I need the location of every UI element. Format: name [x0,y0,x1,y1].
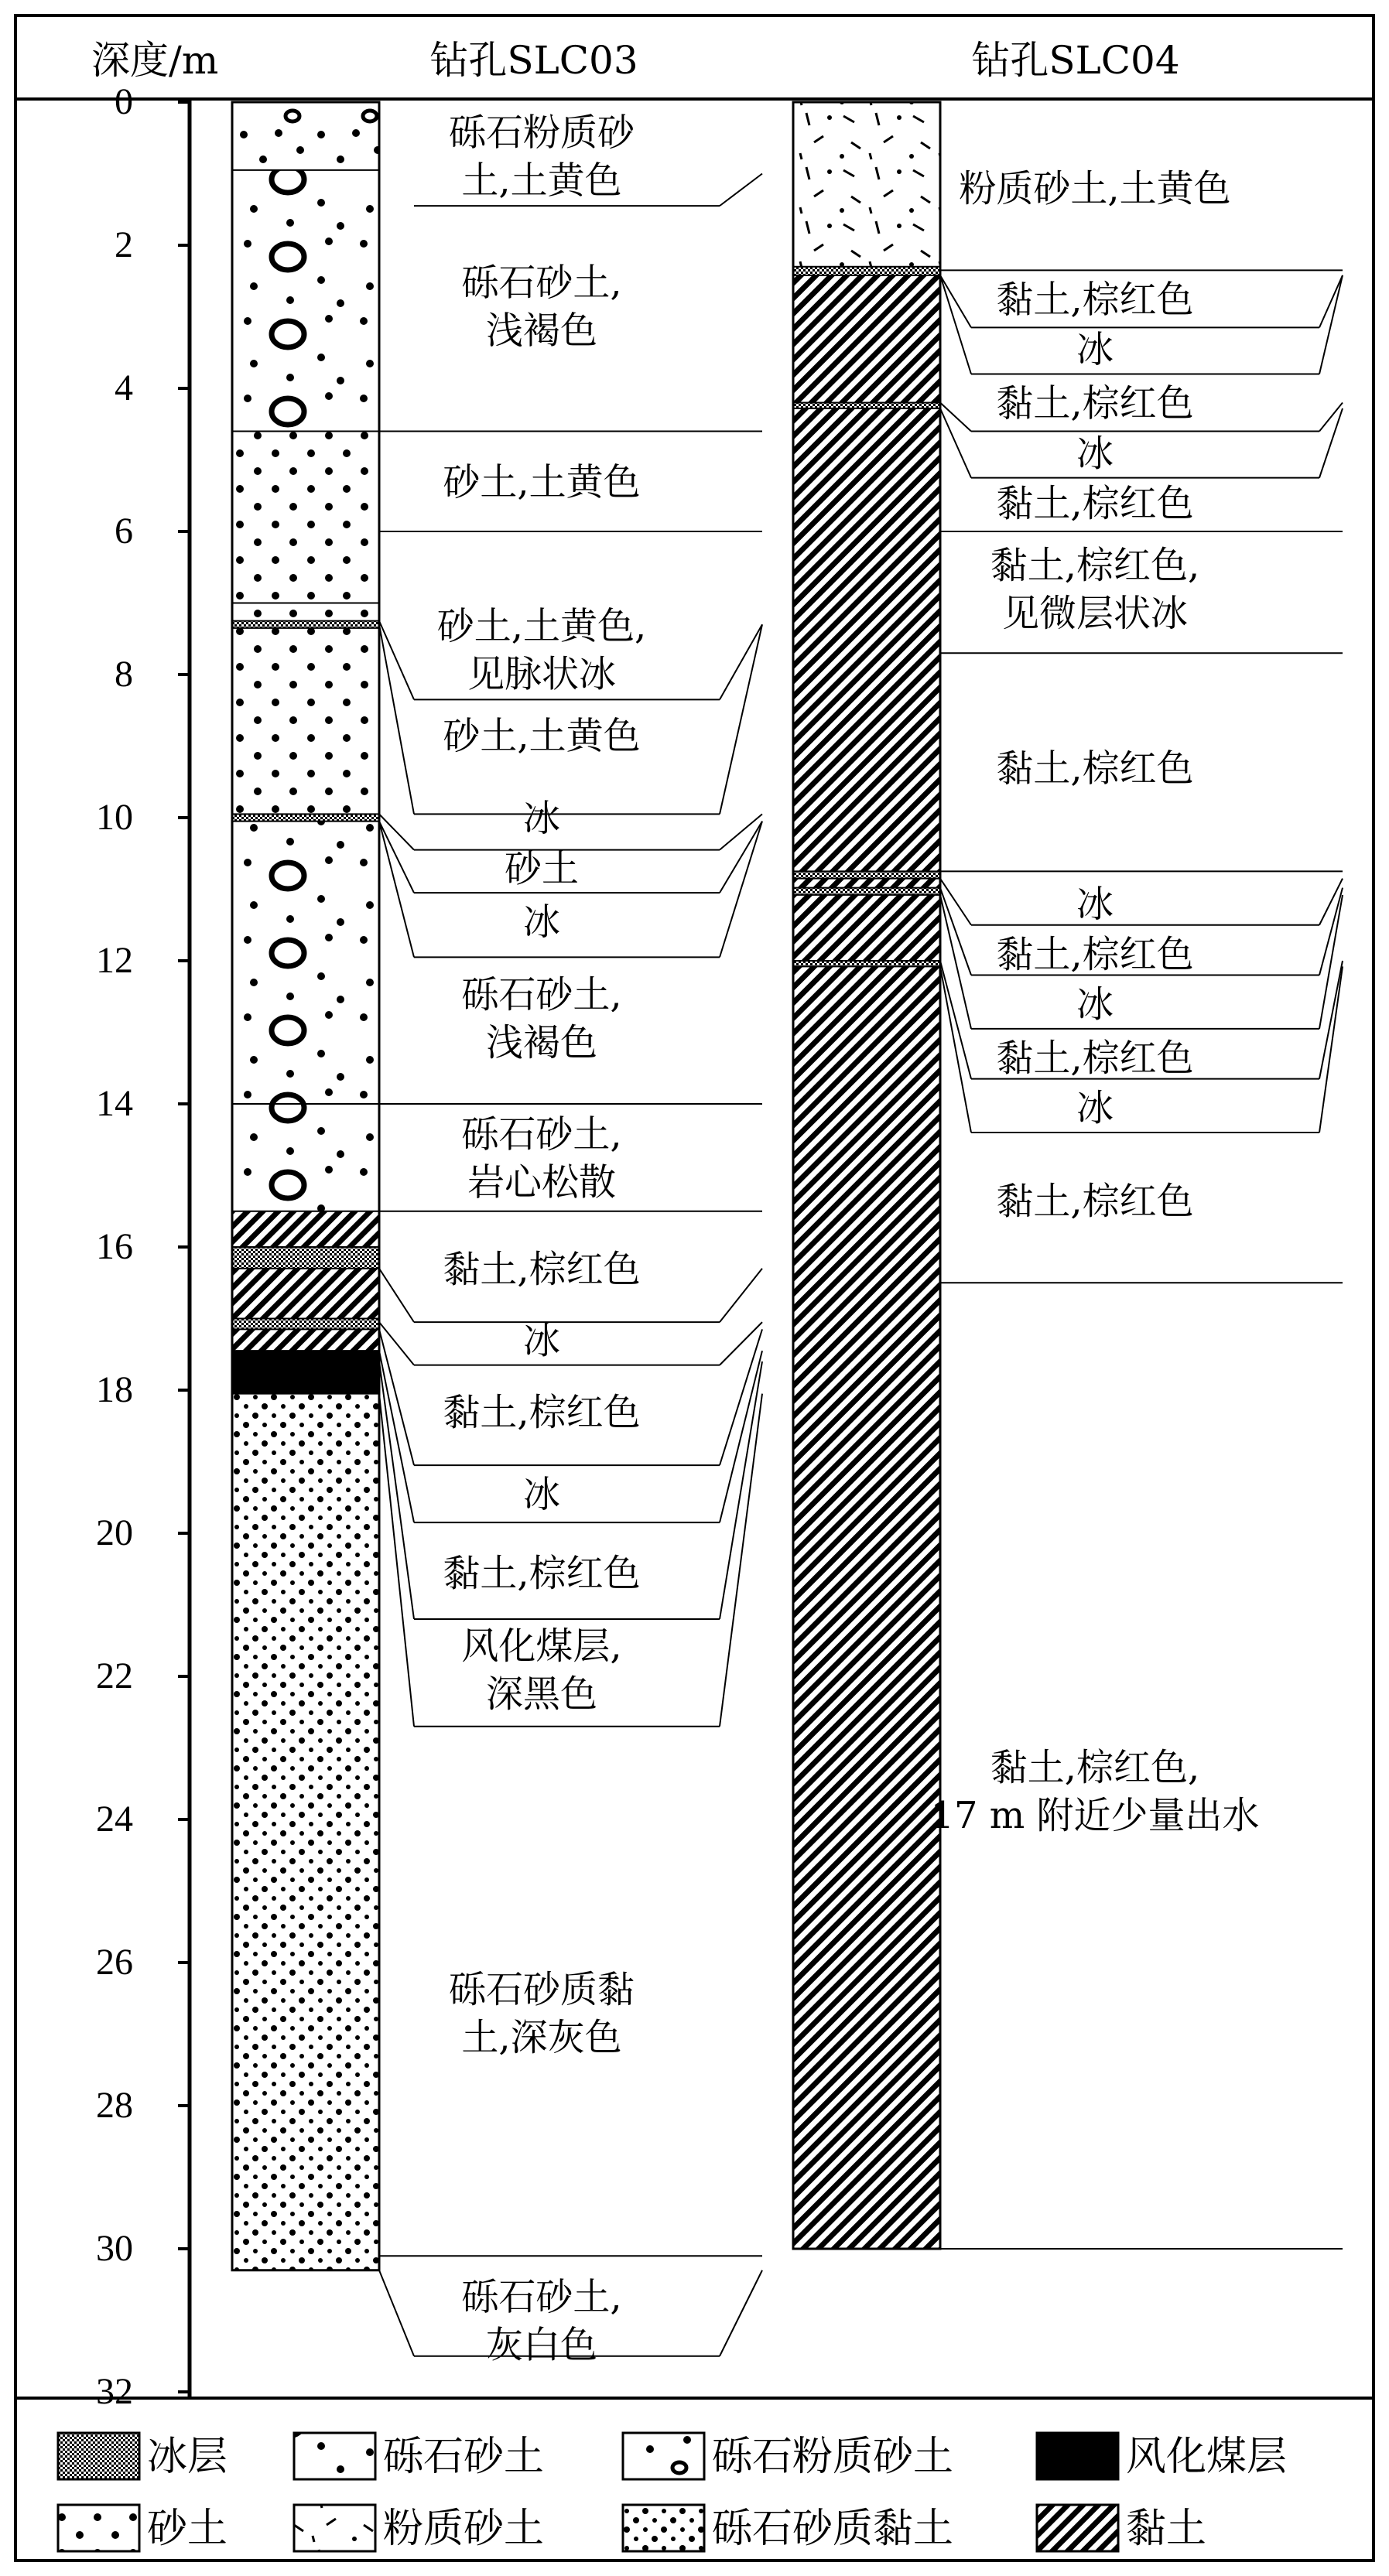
layer-ice [232,1319,379,1330]
layer-ice [793,888,940,895]
slc03-column [232,102,379,2270]
layer-gravelclay [232,1394,379,2270]
layer-clay [793,275,940,403]
depth-tick-label: 16 [96,1226,133,1267]
correlation-line [940,275,971,328]
correlation-line [379,1322,414,1365]
layer-description: 砂土,土黄色, [436,604,647,648]
layer-description: 深黑色 [485,1672,598,1716]
layer-gravelsilt [232,102,379,170]
correlation-line [1319,275,1343,374]
layer-description: 岩心松散 [467,1160,617,1204]
depth-tick-label: 0 [115,81,133,122]
correlation-line [720,1361,762,1619]
depth-tick-label: 12 [96,940,133,981]
layer-description: 砾石砂质黏 [448,1967,635,2011]
depth-tick-label: 24 [96,1799,133,1840]
layer-description: 砂土,土黄色 [443,714,641,758]
layer-clay [232,1211,379,1247]
layer-gravel [232,170,379,432]
depth-tick-label: 10 [96,797,133,838]
layer-description: 砾石粉质砂 [448,111,635,155]
slc03-descriptions [379,111,762,2366]
correlation-line [940,961,971,1079]
correlation-line [1319,275,1343,328]
slc04-column [793,102,940,2249]
correlation-line [720,624,762,814]
layer-description: 冰 [522,1473,561,1517]
depth-tick-label: 32 [96,2371,133,2412]
legend-swatch-sand [58,2505,139,2551]
legend-swatch-silt [294,2505,375,2551]
layer-ice [793,961,940,966]
layer-description: 黏土,棕红色 [996,1179,1194,1223]
depth-tick-label: 26 [96,1942,133,1983]
layer-description: 黏土,棕红色, [990,1746,1200,1789]
legend-swatch-gravelsilt [623,2433,704,2479]
layer-coal [232,1351,379,1394]
layer-description: 黏土,棕红色 [996,482,1194,525]
layer-description: 砂土,土黄色 [443,460,641,504]
layer-description: 见微层状冰 [1001,592,1189,635]
layer-sand [232,432,379,603]
layer-ice [232,621,379,628]
legend-swatch-gravelclay [623,2505,704,2551]
depth-tick-label: 4 [115,367,133,408]
layer-description: 粉质砂土,土黄色 [959,167,1231,210]
correlation-line [1319,966,1343,1133]
legend-label: 黏土 [1126,2506,1207,2552]
layer-description: 砂土 [504,846,580,890]
correlation-line [720,822,762,958]
layer-description: 土,土黄色 [461,159,622,203]
correlation-line [720,1322,762,1365]
layer-ice [793,267,940,275]
layer-description: 黏土,棕红色 [996,932,1194,976]
correlation-line [940,275,971,374]
layer-ice [232,1247,379,1269]
correlation-line [1319,408,1343,478]
layer-clay [793,879,940,888]
layer-description: 黏土,棕红色 [443,1247,641,1291]
layer-description: 灰白色 [485,2323,598,2367]
correlation-line [940,966,971,1133]
layer-description: 黏土,棕红色 [443,1551,641,1595]
legend-label: 砂土 [147,2506,228,2552]
slc04-descriptions [930,167,1343,2249]
layer-description: 冰 [522,797,561,840]
depth-tick-label: 2 [115,224,133,265]
legend-label: 粉质砂土 [383,2506,545,2552]
layer-ice [793,871,940,878]
legend-swatch-gravel [294,2433,375,2479]
layer-description: 冰 [1076,432,1114,476]
layer-clay [793,895,940,961]
depth-tick-label: 20 [96,1512,133,1553]
legend-label: 砾石砂土 [383,2434,545,2480]
layer-ice [793,403,940,408]
layer-description: 冰 [1076,328,1114,372]
legend-label: 砾石砂质黏土 [712,2506,954,2552]
slc04-title: 钻孔SLC04 [971,38,1180,83]
layer-description: 见脉状冰 [467,652,617,696]
layer-description: 砾石砂土, [461,2275,622,2319]
layer-description: 风化煤层, [461,1624,622,1668]
layer-description: 砾石砂土, [461,261,622,305]
legend-swatch-coal [1037,2433,1118,2479]
legend-swatch-ice [58,2433,139,2479]
correlation-line [720,174,762,207]
layer-sand [232,603,379,621]
layer-description: 黏土,棕红色 [996,1036,1194,1080]
correlation-line [379,2270,414,2356]
correlation-line [379,1269,414,1322]
correlation-line [720,624,762,699]
layer-sand [232,628,379,815]
correlation-line [379,624,414,814]
layer-clay [232,1269,379,1319]
layer-description: 砾石砂土, [461,973,622,1016]
layer-description: 黏土,棕红色 [996,278,1194,322]
correlation-line [720,2270,762,2356]
layer-clay [232,1329,379,1351]
depth-tick-label: 22 [96,1655,133,1696]
layer-description: 冰 [1076,1086,1114,1130]
legend-label: 风化煤层 [1126,2434,1288,2480]
layer-description: 砾石砂土, [461,1112,622,1156]
legend [58,2433,1287,2552]
depth-tick-label: 8 [115,654,133,695]
correlation-line [720,1269,762,1322]
depth-tick-label: 30 [96,2228,133,2269]
legend-label: 砾石粉质砂土 [712,2434,954,2480]
correlation-line [940,408,971,478]
layer-description: 浅褐色 [485,309,598,353]
legend-swatch-clay [1037,2505,1118,2551]
depth-tick-label: 18 [96,1369,133,1410]
layer-description: 浅褐色 [485,1021,598,1064]
layer-description: 冰 [522,1319,561,1363]
layer-description: 冰 [1076,982,1114,1027]
correlation-line [1319,961,1343,1079]
layer-description: 冰 [1076,883,1114,926]
layer-description: 冰 [522,900,561,945]
depth-axis-title: 深度/m [91,38,219,83]
layer-ice [232,814,379,821]
layer-clay [793,408,940,871]
legend-label: 冰层 [147,2434,228,2480]
layer-description: 黏土,棕红色, [990,544,1200,587]
depth-tick-label: 28 [96,2085,133,2126]
correlation-line [379,822,414,958]
layer-description: 黏土,棕红色 [996,381,1194,425]
layer-description: 17 m 附近少量出水 [930,1794,1260,1837]
correlation-line [379,621,414,700]
layer-silt [793,102,940,267]
layer-description: 土,深灰色 [461,2015,622,2059]
layer-clay [793,966,940,2249]
layer-description: 黏土,棕红色 [996,746,1194,791]
layer-gravel [232,1104,379,1211]
layer-gravel [232,822,379,1104]
layer-description: 黏土,棕红色 [443,1390,641,1434]
depth-tick-label: 6 [115,511,133,552]
depth-tick-label: 14 [96,1083,133,1124]
correlation-line [720,1351,762,1522]
depth-axis-ticks [96,81,190,2412]
slc03-title: 钻孔SLC03 [429,38,638,83]
